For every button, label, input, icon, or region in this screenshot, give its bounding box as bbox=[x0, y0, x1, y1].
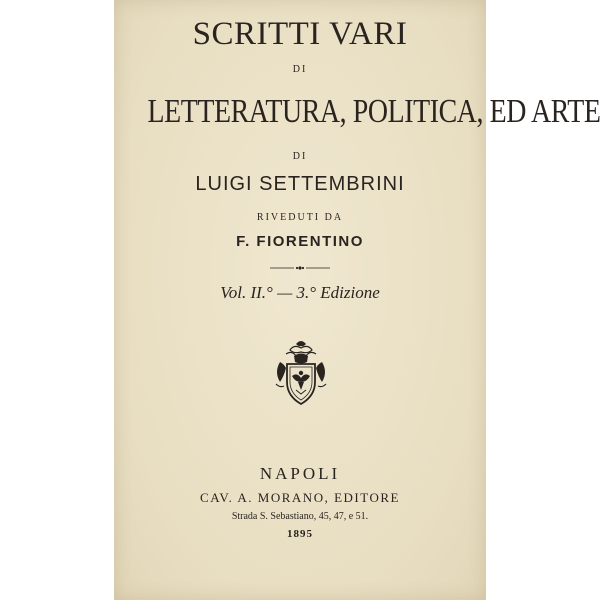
connector-di-1: DI bbox=[292, 64, 308, 75]
divider-ornament-icon bbox=[270, 265, 330, 271]
publisher-address: Strada S. Sebastiano, 45, 47, e 51. bbox=[231, 511, 369, 522]
publication-year: 1895 bbox=[287, 528, 313, 540]
connector-di-2: DI bbox=[292, 151, 308, 162]
publisher-name: CAV. A. MORANO, EDITORE bbox=[200, 490, 400, 505]
author-name: LUIGI SETTEMBRINI bbox=[195, 173, 405, 195]
editor-name: F. FIORENTINO bbox=[236, 233, 364, 250]
book-subtitle: LETTERATURA, POLITICA, ED ARTE bbox=[147, 93, 600, 130]
book-title: SCRITTI VARI bbox=[192, 16, 408, 52]
book-title-page bbox=[114, 0, 600, 600]
revised-by-label: RIVEDUTI DA bbox=[256, 212, 344, 223]
volume-edition: Vol. II.° — 3.° Edizione bbox=[220, 283, 380, 302]
publication-city: NAPOLI bbox=[259, 464, 341, 483]
publisher-crest-icon bbox=[272, 338, 330, 408]
